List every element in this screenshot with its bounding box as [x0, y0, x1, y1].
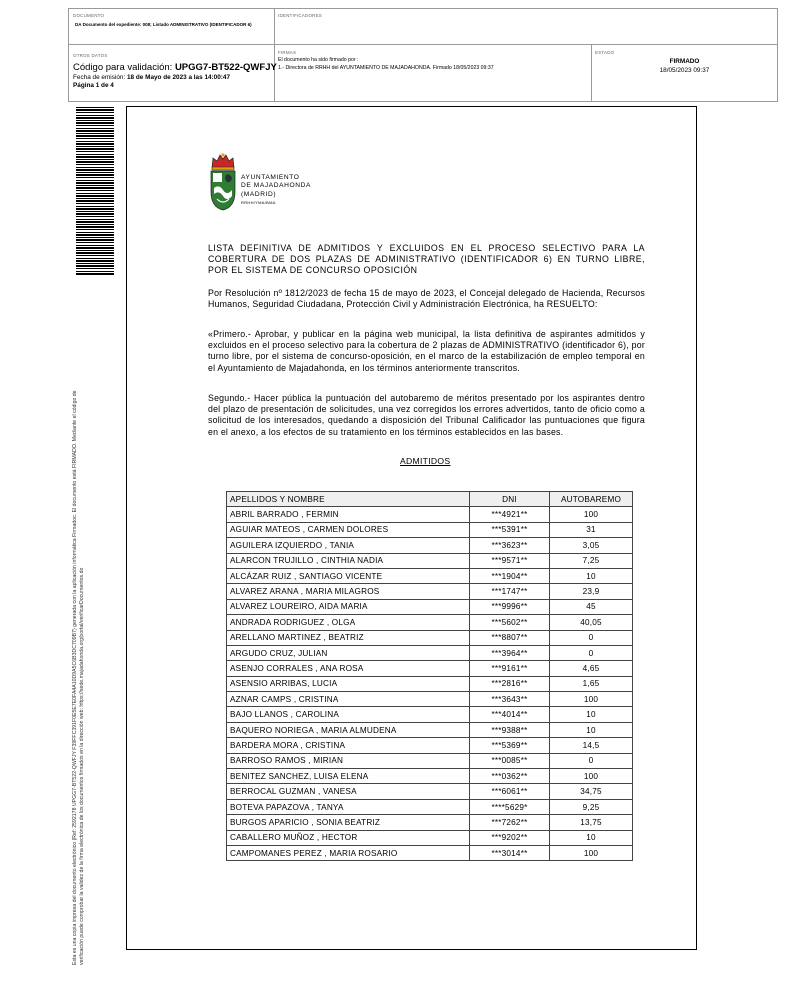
table-row [227, 522, 633, 537]
cell-dni: ***1904** [470, 568, 550, 583]
cell-autobaremo: 100 [550, 507, 633, 522]
municipio-ref: RRHH/YMA/BMA [241, 200, 276, 206]
cell-autobaremo: 10 [550, 568, 633, 583]
table-row [227, 692, 633, 707]
cell-nombre: AGUILERA IZQUIERDO , TANIA [227, 538, 470, 553]
cell-dni: ***0085** [470, 753, 550, 768]
table-header-row [227, 492, 633, 507]
cell-nombre: ALVAREZ ARANA , MARIA MILAGROS [227, 584, 470, 599]
codigo-value: UPGG7-BT522-QWFJY [174, 62, 277, 73]
cell-nombre: ALVAREZ LOUREIRO, AIDA MARIA [227, 599, 470, 614]
cell-autobaremo: 10 [550, 830, 633, 845]
table-row [227, 538, 633, 553]
firmas-label: FIRMAS [278, 50, 297, 55]
cell-dni: ***9161** [470, 661, 550, 676]
cell-nombre: ARGUDO CRUZ, JULIAN [227, 645, 470, 660]
paragraph-primero: «Primero.- Aprobar, y publicar en la página web municipal, la lista definitiva de aspirantes admitidos y excluidos en el proceso selectivo para la cobertura de 2 plazas de ADMINISTRATIVO (identificador 6), por turno libre, por el sistema de concurso-oposición, en el marco de la estabilización de empleo temporal en el Ayuntamiento de Majadahonda, en los términos anteriormente transcritos. [208, 329, 645, 373]
table-row [227, 584, 633, 599]
cell-autobaremo: 100 [550, 845, 633, 860]
table-row [227, 568, 633, 583]
cell-nombre: BAJO LLANOS , CAROLINA [227, 707, 470, 722]
coat-of-arms-icon [209, 152, 237, 212]
table-row [227, 738, 633, 753]
cell-dni: ***9996** [470, 599, 550, 614]
cell-nombre: AZNAR CAMPS , CRISTINA [227, 692, 470, 707]
cell-autobaremo: 3,05 [550, 538, 633, 553]
cell-dni: ***2816** [470, 676, 550, 691]
table-row [227, 630, 633, 645]
table-row [227, 722, 633, 737]
barcode [76, 107, 114, 275]
cell-autobaremo: 23,9 [550, 584, 633, 599]
table-row [227, 753, 633, 768]
firmas-line2: 1.- Directora de RRHH del AYUNTAMIENTO DE MAJADAHONDA. Firmado 18/05/2023 09:37 [278, 65, 494, 71]
cell-dni: ***3643** [470, 692, 550, 707]
side-note-line2: verificación puede comprobar la validez de la firma electrónica de los documentos firmados en la dirección web: https://sede.majadahonda.org/portal/verificarDocumentos.do [79, 567, 85, 965]
cell-autobaremo: 4,65 [550, 661, 633, 676]
cell-dni: ***0362** [470, 769, 550, 784]
cell-autobaremo: 9,25 [550, 799, 633, 814]
cell-dni: ***5369** [470, 738, 550, 753]
admitidos-heading: ADMITIDOS [400, 456, 451, 466]
cell-autobaremo: 1,65 [550, 676, 633, 691]
cell-autobaremo: 31 [550, 522, 633, 537]
cell-nombre: ASENJO CORRALES , ANA ROSA [227, 661, 470, 676]
cell-dni: ***7262** [470, 815, 550, 830]
header-dni: DNI [470, 492, 550, 507]
cell-autobaremo: 10 [550, 707, 633, 722]
table-row [227, 815, 633, 830]
identificadores-label: IDENTIFICADORES [278, 13, 323, 18]
cell-autobaremo: 7,25 [550, 553, 633, 568]
table-row [227, 553, 633, 568]
table-row [227, 676, 633, 691]
fecha-prefix: Fecha de emisión: [73, 74, 126, 81]
cell-nombre: BERROCAL GUZMAN , VANESA [227, 784, 470, 799]
cell-autobaremo: 40,05 [550, 615, 633, 630]
documento-label: DOCUMENTO [73, 13, 105, 18]
cell-dni: ***5391** [470, 522, 550, 537]
table-row [227, 507, 633, 522]
table-row [227, 799, 633, 814]
cell-nombre: CAMPOMANES PEREZ , MARIA ROSARIO [227, 845, 470, 860]
table-row [227, 599, 633, 614]
header-divider-h [69, 44, 777, 45]
cell-autobaremo: 0 [550, 630, 633, 645]
table-row [227, 645, 633, 660]
estado-value: FIRMADO [669, 58, 700, 65]
cell-nombre: ABRIL BARRADO , FERMIN [227, 507, 470, 522]
cell-dni: ***6061** [470, 784, 550, 799]
table-row [227, 830, 633, 845]
table-row [227, 784, 633, 799]
cell-nombre: ASENSIO ARRIBAS, LUCIA [227, 676, 470, 691]
paragraph-segundo: Segundo.- Hacer pública la puntuación del autobaremo de méritos presentado por los aspirantes dentro del plazo de presentación de solicitudes, una vez corregidos los errores advertidos, tanto de oficio como a solicitud de los interesados, quedando a disposición del Tribunal Calificador las puntuaciones que figura en el anexo, a los efectos de su tratamiento en los términos establecidos en las bases. [208, 393, 645, 437]
cell-nombre: AGUIAR MATEOS , CARMEN DOLORES [227, 522, 470, 537]
admitidos-table [226, 491, 633, 861]
table-row [227, 769, 633, 784]
cell-dni: ***4014** [470, 707, 550, 722]
cell-nombre: CABALLERO MUÑOZ , HECTOR [227, 830, 470, 845]
firmas-line1: El documento ha sido firmado por : [278, 57, 359, 63]
estado-fecha: 18/05/2023 09:37 [659, 67, 710, 74]
side-note-line1: Esta es una copia impresa del documento electrónico (Ref: 2592178 UPGG7-BT522-QWFJY F39FFC391F0E5E7E0FA4A10D9A5C6B3DC709B7) generada con la aplicación informática Firmadoc. El documento está FIRMADO. Mediante el código de [72, 390, 78, 965]
cell-nombre: BENITEZ SANCHEZ, LUISA ELENA [227, 769, 470, 784]
cell-autobaremo: 0 [550, 645, 633, 660]
cell-autobaremo: 0 [550, 753, 633, 768]
side-verification-note [72, 295, 86, 965]
municipio-line2: DE MAJADAHONDA [241, 182, 311, 190]
cell-dni: ***5602** [470, 615, 550, 630]
cell-autobaremo: 100 [550, 769, 633, 784]
cell-nombre: ANDRADA RODRIGUEZ , OLGA [227, 615, 470, 630]
cell-dni: ***3623** [470, 538, 550, 553]
document-title: LISTA DEFINITIVA DE ADMITIDOS Y EXCLUIDOS EN EL PROCESO SELECTIVO PARA LA COBERTURA DE DOS PLAZAS DE ADMINISTRATIVO (IDENTIFICADOR 6) EN TURNO LIBRE, POR EL SISTEMA DE CONCURSO OPOSICIÓN [208, 243, 645, 276]
documento-value: DA Documento del expediente: 008; Listado ADMINISTRATIVO (IDENTIFICADOR 6) [75, 22, 252, 27]
estado-label: ESTADO [595, 50, 615, 55]
cell-nombre: ARELLANO MARTINEZ , BEATRIZ [227, 630, 470, 645]
cell-dni: ***9571** [470, 553, 550, 568]
cell-nombre: BURGOS APARICIO , SONIA BEATRIZ [227, 815, 470, 830]
otros-datos-label: OTROS DATOS [73, 53, 108, 58]
document-header [68, 8, 778, 102]
cell-nombre: BARROSO RAMOS , MIRIAN [227, 753, 470, 768]
cell-dni: ***1747** [470, 584, 550, 599]
cell-autobaremo: 10 [550, 722, 633, 737]
cell-dni: ***9202** [470, 830, 550, 845]
pagina: Página 1 de 4 [73, 82, 114, 89]
municipio-block [241, 174, 311, 208]
cell-autobaremo: 100 [550, 692, 633, 707]
header-divider-v1 [274, 9, 275, 101]
table-row [227, 661, 633, 676]
cell-autobaremo: 13,75 [550, 815, 633, 830]
cell-nombre: BOTEVA PAPAZOVA , TANYA [227, 799, 470, 814]
cell-dni: ***4921** [470, 507, 550, 522]
header-autobaremo: AUTOBAREMO [550, 492, 633, 507]
codigo-validacion [73, 62, 277, 73]
cell-nombre: ALARCON TRUJILLO , CINTHIA NADIA [227, 553, 470, 568]
fecha-emision [73, 74, 230, 81]
table-row [227, 845, 633, 860]
municipio-line1: AYUNTAMIENTO [241, 174, 300, 181]
cell-dni: ***3014** [470, 845, 550, 860]
fecha-value: 18 de Mayo de 2023 a las 14:00:47 [127, 74, 231, 81]
cell-dni: ****5629* [470, 799, 550, 814]
cell-autobaremo: 34,75 [550, 784, 633, 799]
cell-nombre: ALCÁZAR RUIZ , SANTIAGO VICENTE [227, 568, 470, 583]
cell-dni: ***8807** [470, 630, 550, 645]
municipio-line3: (MADRID) [241, 190, 277, 198]
paragraph-resolucion: Por Resolución nº 1812/2023 de fecha 15 de mayo de 2023, el Concejal delegado de Hacienda, Recursos Humanos, Seguridad Ciudadana, Protección Civil y Administración Electrónica, ha RESUELTO: [208, 288, 645, 310]
cell-dni: ***9388** [470, 722, 550, 737]
header-apellidos: APELLIDOS Y NOMBRE [227, 492, 470, 507]
table-row [227, 707, 633, 722]
cell-autobaremo: 45 [550, 599, 633, 614]
table-row [227, 615, 633, 630]
cell-dni: ***3964** [470, 645, 550, 660]
cell-nombre: BARDERA MORA , CRISTINA [227, 738, 470, 753]
cell-autobaremo: 14,5 [550, 738, 633, 753]
codigo-prefix: Código para validación: [73, 62, 173, 73]
cell-nombre: BAQUERO NORIEGA , MARIA ALMUDENA [227, 722, 470, 737]
